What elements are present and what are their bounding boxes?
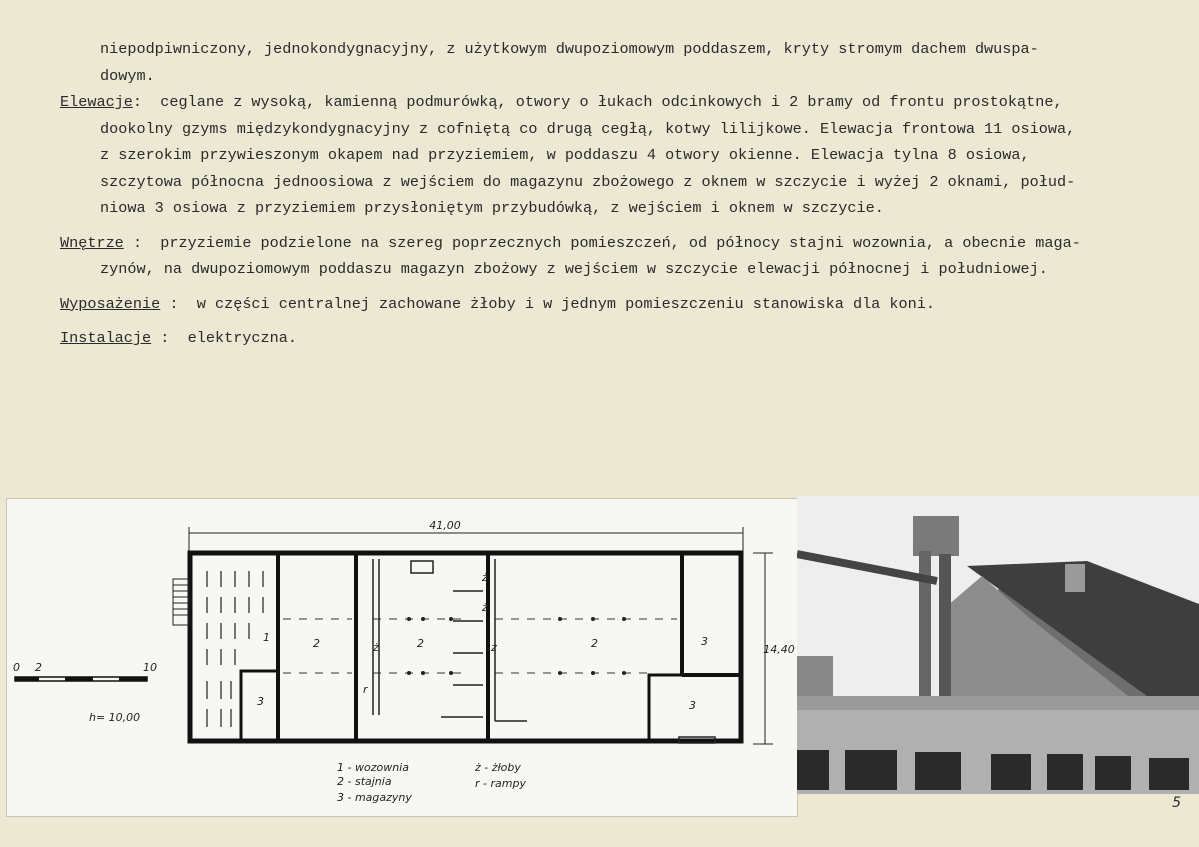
wnetrze-first-line [60, 234, 1081, 252]
building-photo-drawing [797, 496, 1199, 794]
elewacje-label: Elewacje [60, 93, 133, 111]
room-label-2c: 2 [591, 637, 598, 650]
building-photograph [797, 496, 1199, 794]
intro-line-1: niepodpiwniczony, jednokondygnacyjny, z użytkowym dwupoziomowym poddaszem, kryty stromym dachem dwuspa- [100, 40, 1039, 58]
wnetrze-line-2: zynów, na dwupoziomowym poddaszu magazyn zbożowy z wejściem w szczycie elewacji północnej i południowej. [100, 260, 1048, 278]
room-label-3c: 3 [257, 695, 264, 708]
legend-item-1: 1 - wozownia [337, 761, 409, 774]
room-label-2a: 2 [313, 637, 320, 650]
paragraph-instalacje [60, 325, 1180, 352]
scale-label-0: 0 [13, 661, 20, 674]
scale-label-2: 2 [35, 661, 42, 674]
elewacje-line-4: szczytowa północna jednoosiowa z wejściem do magazynu zbożowego z oknem w szczycie i wyżej 2 oknami, połud- [100, 172, 1076, 191]
scale-label-10: 10 [143, 661, 157, 674]
elewacje-line-5: niowa 3 osiowa z przyziemiem przysłoniętym przybudówką, z wejściem i oknem w szczycie. [100, 199, 884, 217]
legend-item-troughs: ż - żłoby [475, 761, 521, 774]
wyposazenie-sep: : [169, 294, 179, 313]
trough-mark-1: ż [482, 571, 488, 584]
legend-item-ramps: r - rampy [475, 777, 526, 790]
instalacje-sep: : [160, 329, 170, 347]
floor-plan-drawing [7, 499, 797, 816]
instalacje-line-1: elektryczna. [187, 329, 297, 347]
legend-item-2: 2 - stajnia [337, 775, 392, 788]
description-text [60, 36, 1180, 352]
trough-mark-4: ż [491, 641, 497, 654]
wnetrze-label: Wnętrze [60, 233, 124, 252]
ramp-mark: r [363, 683, 368, 696]
room-label-1: 1 [263, 631, 270, 644]
page-number: 5 [1172, 795, 1181, 811]
wyposazenie-label: Wyposażenie [60, 294, 161, 313]
elewacje-first-line [60, 93, 1063, 111]
wnetrze-sep: : [132, 233, 143, 252]
elewacje-line-3: z szerokim przywieszonym okapem nad przyziemiem, w poddaszu 4 otwory okienne. Elewacja tylna 8 osiowa, [100, 146, 1030, 164]
height-label: h= 10,00 [89, 711, 141, 724]
elewacje-line-2: dookolny gzyms międzykondygnacyjny z cofniętą co drugą cegłą, kotwy lilijkowe. Elewacja frontowa 11 osiowa, [100, 119, 1076, 138]
paragraph-intro [60, 36, 1180, 89]
trough-mark-3: ż [373, 641, 379, 654]
paragraph-elewacje [60, 89, 1180, 222]
outer-walls [190, 553, 741, 741]
room-label-2b: 2 [417, 637, 424, 650]
wyposazenie-line-1: w części centralnej zachowane żłoby i w jednym pomieszczeniu stanowiska dla koni. [196, 294, 935, 313]
floor-plan-panel [6, 498, 798, 817]
trough-mark-2: ż [482, 601, 488, 614]
room-label-3b: 3 [689, 699, 696, 712]
elewacje-line-1: ceglane z wysoką, kamienną podmurówką, otwory o łukach odcinkowych i 2 bramy od frontu prostokątne, [160, 93, 1063, 111]
legend-item-3: 3 - magazyny [337, 791, 412, 804]
intro-line-2: dowym. [100, 66, 155, 85]
instalacje-label: Instalacje [60, 329, 152, 347]
paragraph-wyposazenie [60, 291, 1180, 318]
room-label-3a: 3 [701, 635, 708, 648]
elewacje-sep: : [132, 93, 143, 111]
dim-width-label: 14,40 [763, 643, 795, 656]
dim-length-label: 41,00 [429, 519, 461, 532]
paragraph-wnetrze [60, 230, 1180, 283]
wnetrze-line-1: przyziemie podzielone na szereg poprzecznych pomieszczeń, od północy stajni wozownia, a obecnie maga- [160, 233, 1081, 252]
